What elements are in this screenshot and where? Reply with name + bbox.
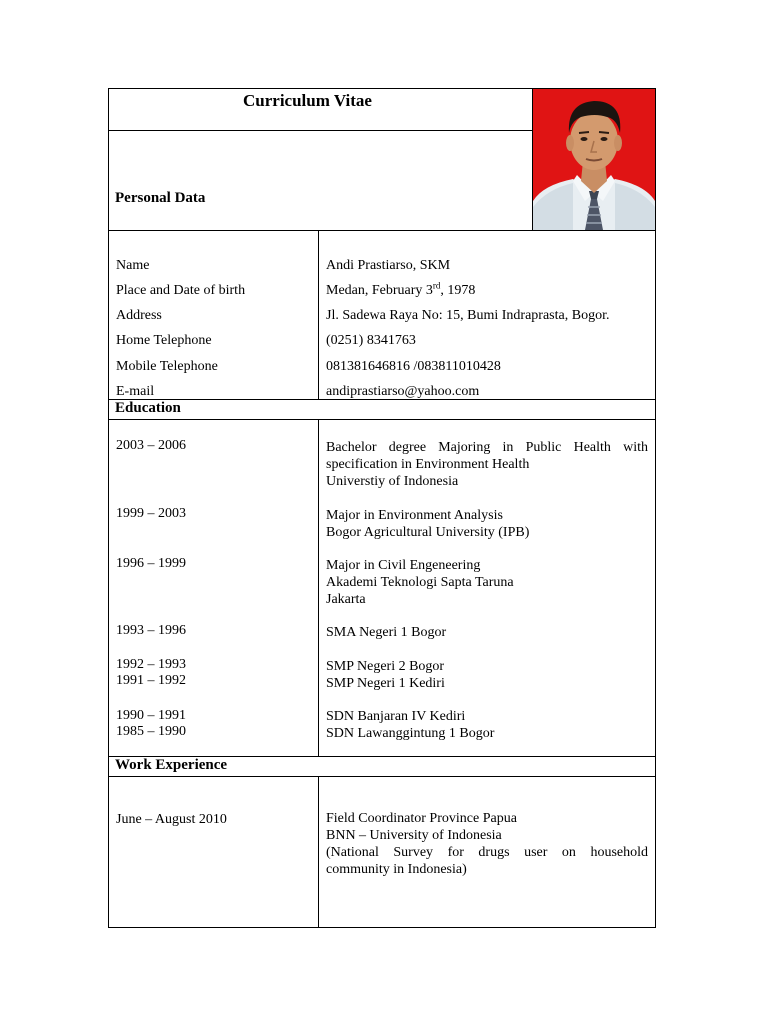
column-divider-personal: [318, 230, 319, 400]
education-line: SDN Banjaran IV Kediri: [326, 709, 466, 724]
work-line: community in Indonesia): [326, 862, 467, 877]
education-line: SMP Negeri 2 Bogor: [326, 659, 445, 674]
work-period: June – August 2010: [116, 812, 227, 827]
profile-photo: [533, 89, 655, 230]
education-year: 1999 – 2003: [116, 506, 186, 521]
label-address: Address: [116, 308, 162, 323]
education-year: 1985 – 1990: [116, 724, 186, 739]
education-header-divider: [108, 419, 656, 420]
work-line: Field Coordinator Province Papua: [326, 811, 517, 826]
education-year: 1992 – 1993: [116, 657, 186, 672]
education-line: SDN Lawanggintung 1 Bogor: [326, 726, 495, 741]
column-divider-education: [318, 419, 319, 757]
education-year: 1991 – 1992: [116, 673, 186, 688]
education-line: Bogor Agricultural University (IPB): [326, 525, 530, 540]
value-address: Jl. Sadewa Raya No: 15, Bumi Indraprasta, Bogor.: [326, 308, 610, 323]
table-border-bottom: [108, 927, 656, 928]
education-line: Major in Environment Analysis: [326, 508, 503, 523]
education-line: Major in Civil Engeneering: [326, 558, 481, 573]
personal-header-divider: [108, 230, 656, 231]
label-name: Name: [116, 258, 150, 273]
education-heading: Education: [115, 400, 181, 416]
value-birth: Medan, February 3rd, 1978: [326, 280, 476, 298]
label-birth: Place and Date of birth: [116, 283, 246, 298]
work-line: BNN – University of Indonesia: [326, 828, 502, 843]
personal-data-heading: Personal Data: [115, 190, 206, 206]
work-experience-heading: Work Experience: [115, 757, 228, 773]
value-mobile-telephone: 081381646816 /083811010428: [326, 359, 501, 374]
education-line: Universtiy of Indonesia: [326, 474, 459, 489]
label-email: E-mail: [116, 384, 155, 399]
label-mobile-telephone: Mobile Telephone: [116, 359, 218, 374]
education-line: Jakarta: [326, 592, 366, 607]
education-line: SMP Negeri 1 Kediri: [326, 676, 445, 691]
value-email[interactable]: andiprastiarso@yahoo.com: [326, 384, 480, 399]
education-year: 1990 – 1991: [116, 708, 186, 723]
education-year: 1996 – 1999: [116, 556, 186, 571]
work-header-divider: [108, 776, 656, 777]
portrait-illustration: [533, 89, 655, 230]
education-line: Bachelor degree Majoring in Public Health with: [326, 440, 648, 455]
education-year: 1993 – 1996: [116, 623, 186, 638]
education-line: Akademi Teknologi Sapta Taruna: [326, 575, 514, 590]
label-home-telephone: Home Telephone: [116, 333, 212, 348]
table-border-right: [655, 88, 656, 928]
education-line: SMA Negeri 1 Bogor: [326, 625, 447, 640]
education-line: specification in Environment Health: [326, 457, 530, 472]
value-home-telephone: (0251) 8341763: [326, 333, 416, 348]
table-border-left: [108, 88, 109, 928]
value-name: Andi Prastiarso, SKM: [326, 258, 451, 273]
title-row-divider: [108, 130, 533, 131]
education-year: 2003 – 2006: [116, 438, 186, 453]
work-line: (National Survey for drugs user on household: [326, 845, 648, 860]
document-title: Curriculum Vitae: [243, 91, 372, 110]
column-divider-work: [318, 776, 319, 928]
